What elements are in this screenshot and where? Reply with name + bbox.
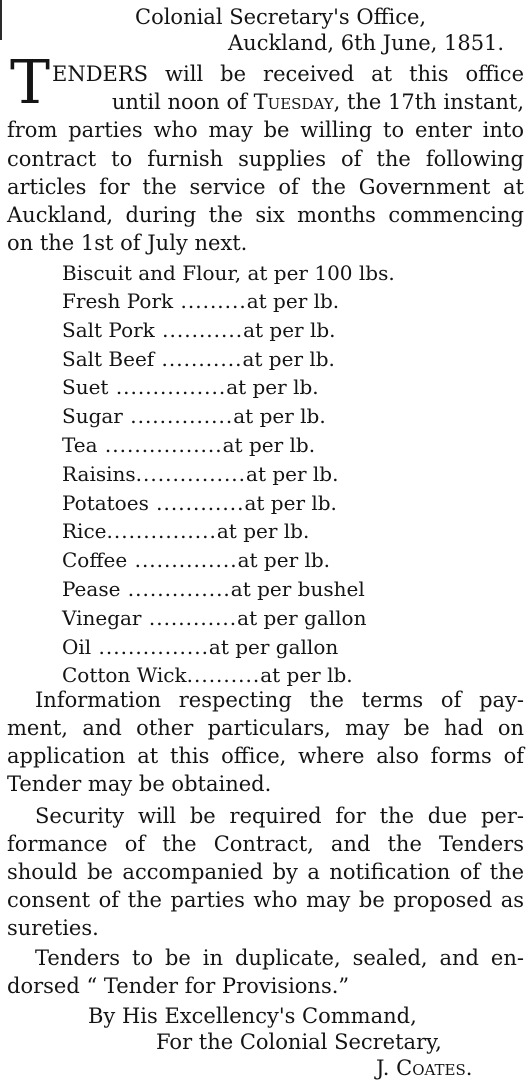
supply-item-name: Tea xyxy=(62,433,98,457)
supply-item-leader: ............... xyxy=(135,462,247,486)
supply-item-leader: ........... xyxy=(154,347,243,371)
intro-line-2-start: until noon of xyxy=(111,90,254,114)
info-line-2: ment, and other particulars, may be had on xyxy=(7,716,524,740)
supply-item-name: Salt Beef xyxy=(62,347,155,371)
supply-item-rate: at per lb. xyxy=(246,462,339,486)
info-line-3: application at this office, where also forms of xyxy=(7,744,524,768)
supply-item-name: Potatoes xyxy=(62,491,149,515)
supply-item-leader: .............. xyxy=(120,577,231,601)
supply-item-rate: at per lb. xyxy=(260,663,353,687)
supply-item-name: Coffee xyxy=(62,548,128,572)
supply-item-leader: .............. xyxy=(122,404,234,428)
tenders-line-1: Tenders to be in duplicate, sealed, and en- xyxy=(35,946,524,970)
supply-item-name: Raisins xyxy=(62,462,136,486)
supply-item-leader: ............... xyxy=(106,519,217,543)
security-line-5: sureties. xyxy=(7,916,99,940)
supply-item-leader: .......... xyxy=(186,663,261,687)
supply-item-leader: ............ xyxy=(148,491,245,515)
supply-item-rate: at per lb. xyxy=(222,433,316,457)
intro-line-7: on the 1st of July next. xyxy=(7,231,248,255)
supply-item-leader: ................ xyxy=(97,433,223,457)
supply-item-leader: ............ xyxy=(141,606,238,630)
intro-line-2-day: Tuesday xyxy=(253,90,334,114)
supply-item xyxy=(62,576,365,602)
intro-line-6: Auckland, during the six months commencing xyxy=(7,203,524,227)
supply-item xyxy=(62,518,309,544)
drop-cap: T xyxy=(10,48,51,118)
supply-item-name: Cotton Wick xyxy=(62,663,187,687)
command-line: By His Excellency's Command, xyxy=(88,1004,417,1028)
security-line-4: consent of the parties who may be proposed as xyxy=(7,888,524,912)
supply-item-rate: at per lb. xyxy=(242,347,335,371)
supply-item-name: Pease xyxy=(62,577,121,601)
supply-item-leader: ......... xyxy=(173,289,247,313)
office-heading: Colonial Secretary's Office, xyxy=(135,5,427,29)
supply-item-rate: at per lb. xyxy=(226,375,319,399)
supply-item-name: Vinegar xyxy=(62,606,142,630)
intro-line-2 xyxy=(88,89,524,115)
supply-item-name: Sugar xyxy=(62,404,123,428)
info-line-4: Tender may be obtained. xyxy=(7,772,272,796)
supply-item-rate: at per lb. xyxy=(244,491,337,515)
supply-item-name: Fresh Pork xyxy=(62,289,174,313)
info-line-1: Information respecting the terms of pay- xyxy=(35,688,524,712)
intro-line-4: contract to furnish supplies of the following xyxy=(7,147,524,171)
supply-item-rate: at per lb. xyxy=(233,404,326,428)
supply-item xyxy=(62,634,338,660)
intro-line-2-end: , the 17th instant, xyxy=(333,90,524,114)
place-date: Auckland, 6th June, 1851. xyxy=(228,31,505,55)
supply-item-leader: ............... xyxy=(108,375,227,399)
supply-item xyxy=(62,317,336,343)
security-line-3: should be accompanied by a notification of the xyxy=(7,860,524,884)
supply-item xyxy=(62,461,338,487)
supply-item-name: Suet xyxy=(62,375,109,399)
supply-item xyxy=(62,605,366,631)
supply-item xyxy=(62,547,330,573)
supply-item xyxy=(62,374,319,400)
signature: J. Coates. xyxy=(376,1056,473,1080)
intro-line-1: ENDERS will be received at this office xyxy=(52,62,524,86)
supply-item-rate: at per lb. xyxy=(246,289,340,313)
supply-item xyxy=(62,346,335,372)
column-rule xyxy=(0,0,2,40)
supply-item-rate: at per bushel xyxy=(230,577,365,601)
supply-item xyxy=(62,403,326,429)
supply-item-name: Oil xyxy=(62,635,92,659)
supply-item xyxy=(62,288,339,314)
supply-item-leader: .............. xyxy=(127,548,238,572)
supply-item-leader: ............... xyxy=(91,635,209,659)
supplies-header: Biscuit and Flour, at per 100 lbs. xyxy=(62,261,395,285)
supply-item-name: Rice xyxy=(62,519,107,543)
for-secretary-line: For the Colonial Secretary, xyxy=(156,1030,442,1054)
supply-item-rate: at per lb. xyxy=(216,519,310,543)
intro-line-3: from parties who may be willing to enter into xyxy=(7,118,524,142)
supply-item xyxy=(62,662,353,688)
security-line-1: Security will be required for the due per- xyxy=(35,804,524,828)
security-line-2: formance of the Contract, and the Tenders xyxy=(7,832,524,856)
tenders-line-2: dorsed “ Tender for Provisions.” xyxy=(7,974,350,998)
intro-line-5: articles for the service of the Government at xyxy=(7,175,524,199)
supply-item xyxy=(62,490,337,516)
supply-item-leader: ........... xyxy=(154,318,244,342)
supply-item-rate: at per gallon xyxy=(237,606,367,630)
supply-item-rate: at per lb. xyxy=(243,318,336,342)
supply-item-rate: at per lb. xyxy=(237,548,331,572)
supply-item-rate: at per gallon xyxy=(208,635,339,659)
supply-item xyxy=(62,432,315,458)
supply-item-name: Salt Pork xyxy=(62,318,155,342)
